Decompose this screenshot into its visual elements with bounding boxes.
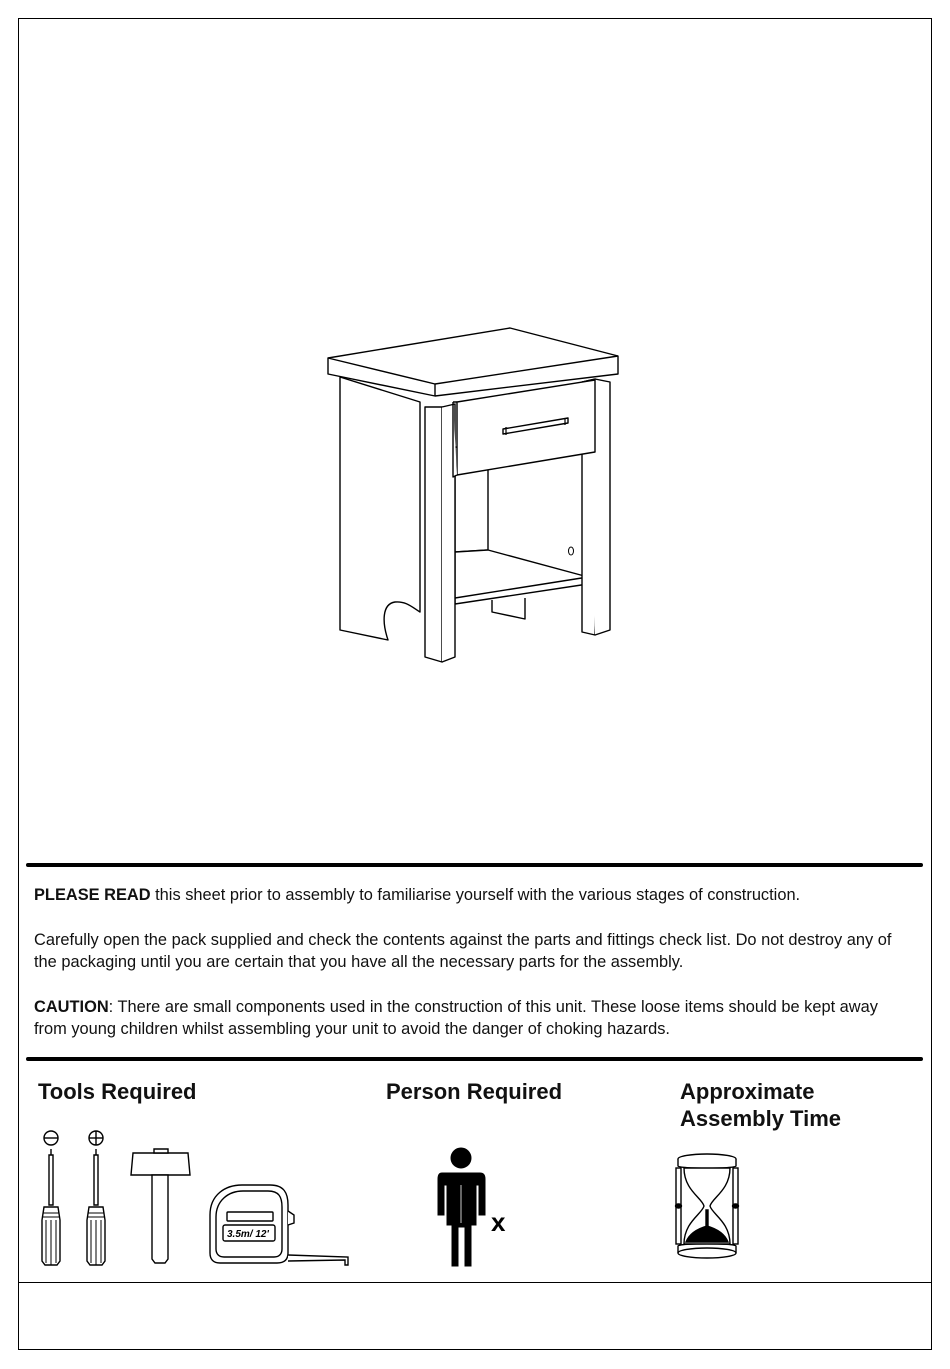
phillips-screwdriver-icon bbox=[87, 1131, 105, 1265]
assembly-time-heading-line1: Approximate bbox=[680, 1079, 815, 1104]
divider-top bbox=[26, 863, 923, 867]
tape-label: 3.5m/ 12' bbox=[227, 1229, 269, 1240]
hammer-icon bbox=[131, 1149, 190, 1263]
person-multiplier: x bbox=[491, 1207, 506, 1237]
hourglass-icon bbox=[672, 1150, 742, 1262]
please-read-note: PLEASE READ this sheet prior to assembly to familiarise yourself with the various stages of construction. bbox=[34, 886, 801, 904]
person-required-heading: Person Required bbox=[386, 1079, 563, 1104]
divider-middle bbox=[26, 1057, 923, 1061]
flathead-screwdriver-icon bbox=[42, 1131, 60, 1265]
assembly-time-heading bbox=[680, 1078, 841, 1132]
tools-illustration bbox=[30, 1125, 360, 1270]
instructions-text bbox=[34, 884, 914, 1063]
tape-measure-icon bbox=[210, 1185, 348, 1265]
tools-required-heading: Tools Required bbox=[38, 1079, 197, 1104]
person-icon bbox=[430, 1145, 520, 1270]
assembly-time-heading-line2: Assembly Time bbox=[680, 1106, 842, 1131]
footer-divider bbox=[18, 1282, 932, 1283]
caution-note: CAUTION: There are small components used in the construction of this unit. These loose items should be kept away from young children whilst assembling your unit to avoid the danger of choking hazards. bbox=[34, 998, 878, 1038]
open-pack-note: Carefully open the pack supplied and check the contents against the parts and fittings check list. Do not destroy any of the packaging until you are certain that you have all the necessary parts for the assembly. bbox=[34, 931, 892, 971]
bedside-table-illustration bbox=[320, 322, 630, 667]
